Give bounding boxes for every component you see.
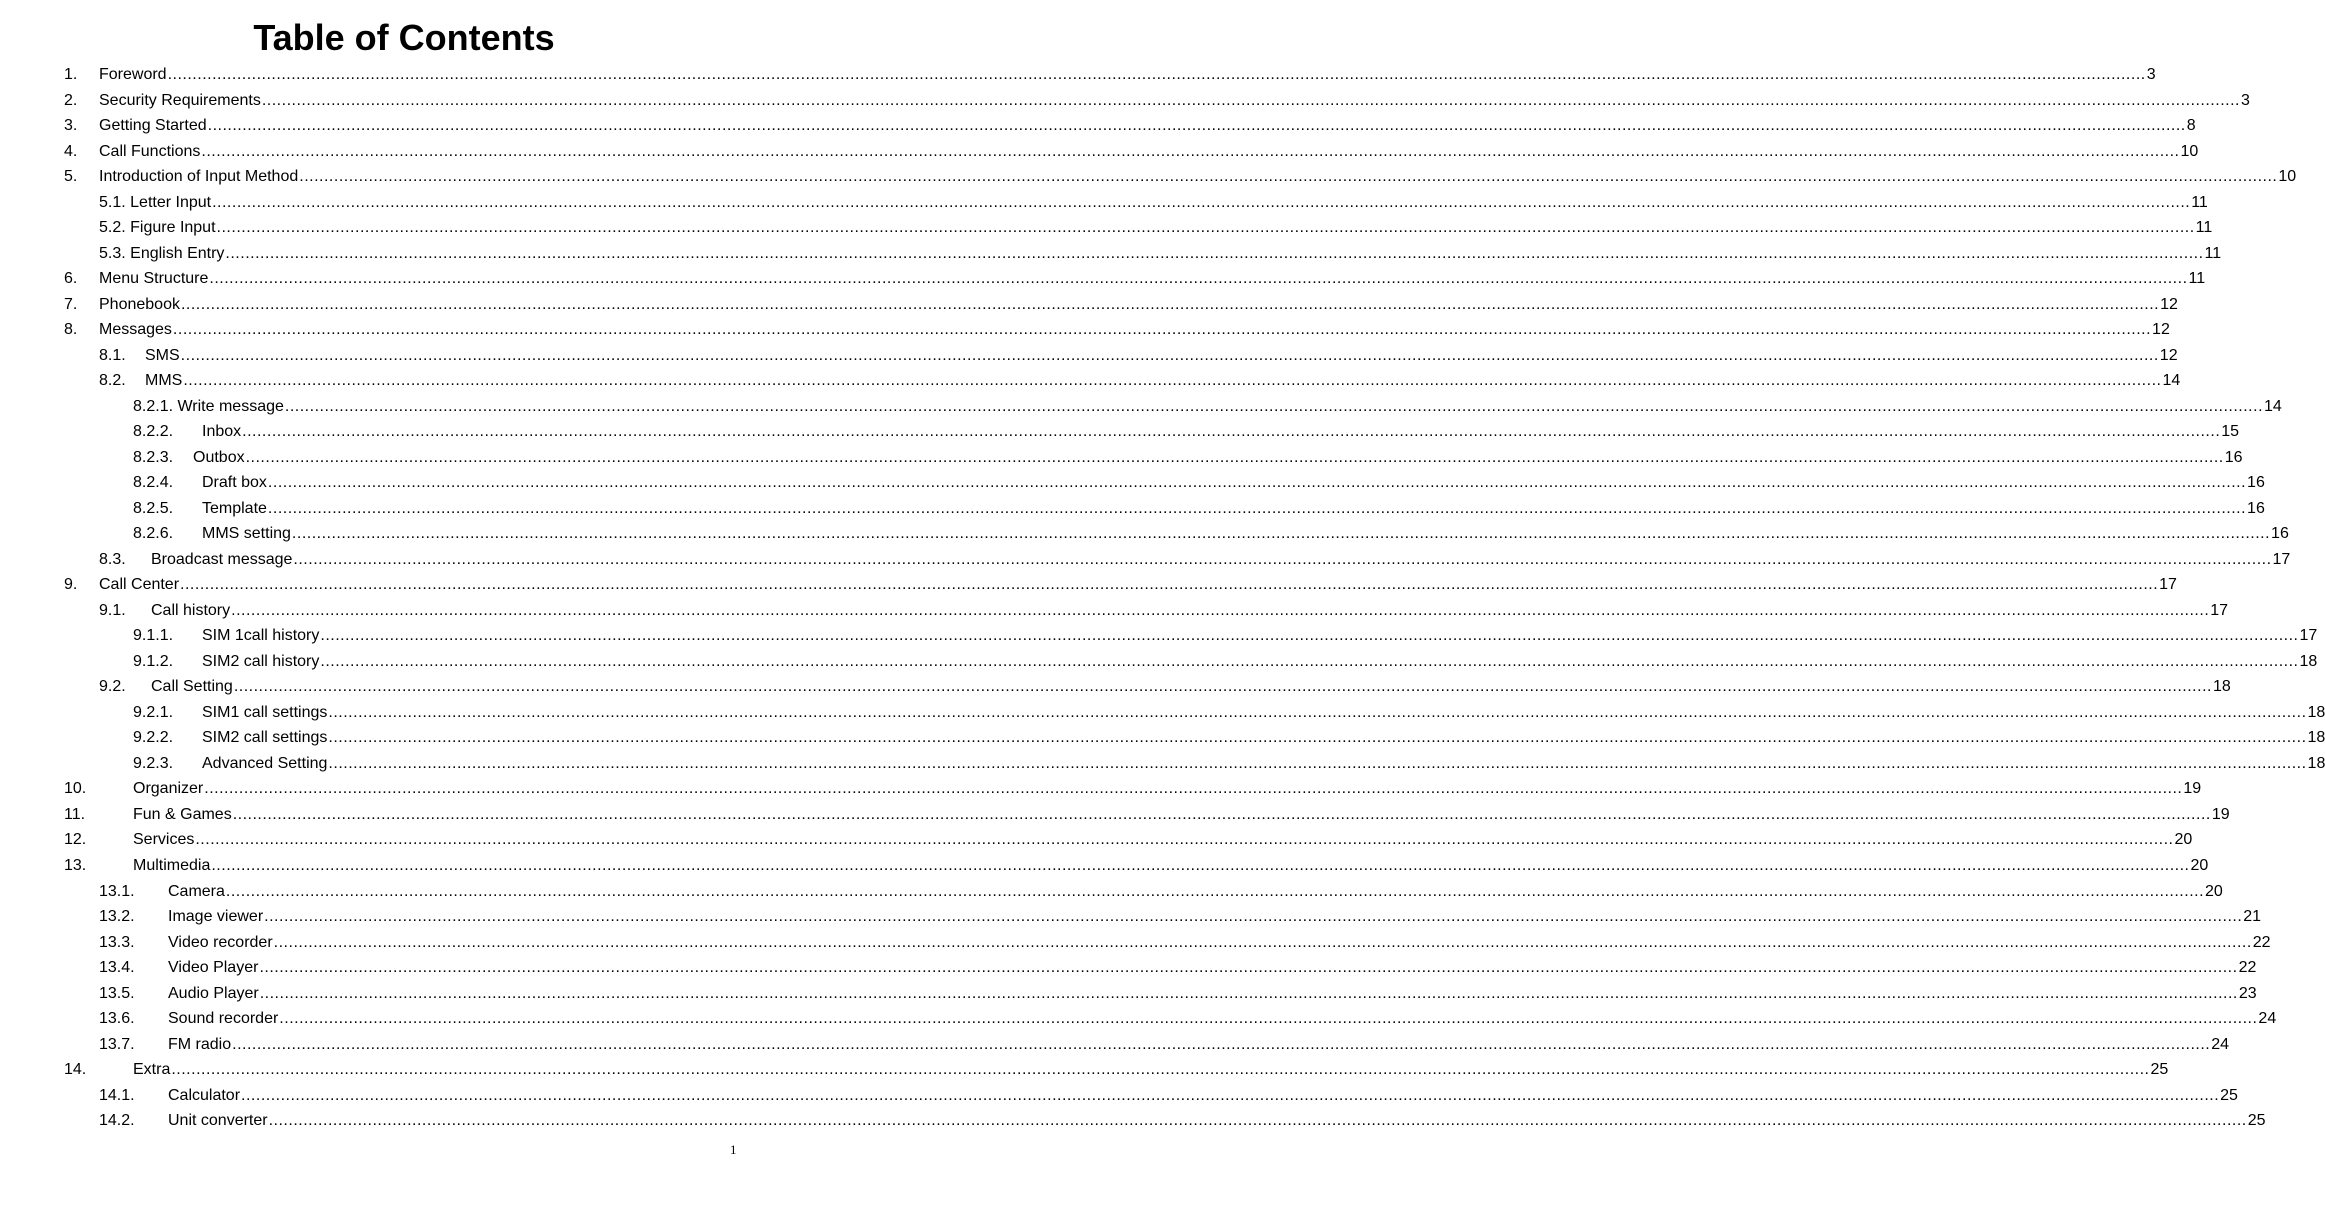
toc-entry-title[interactable]: FM radio (168, 1035, 232, 1053)
toc-entry-page: 19 (2211, 805, 2230, 823)
toc-entry-page: 18 (2299, 652, 2318, 670)
toc-entry[interactable] (0, 572, 2177, 598)
toc-entry-page: 24 (2211, 1035, 2230, 1053)
toc-entry[interactable] (0, 981, 2257, 1007)
toc-entry-line (193, 445, 2243, 471)
toc-entry-line (133, 827, 2193, 853)
toc-entry[interactable] (0, 1032, 2230, 1058)
toc-entry-title[interactable]: Figure Input (130, 219, 216, 237)
dot-leader: ................................................................................................................................................................................................................................................................................................................................................................................................................ (201, 142, 2180, 160)
toc-entry-number: 10. (64, 780, 87, 798)
toc-entry[interactable] (0, 1006, 2277, 1032)
toc-entry-number: 5.1. (99, 193, 126, 211)
toc-entry-number: 14.2. (99, 1112, 135, 1130)
table-of-contents (0, 62, 2325, 1134)
toc-entry-page: 12 (2159, 346, 2178, 364)
dot-leader: ................................................................................................................................................................................................................................................................................................................................................................................................................ (261, 91, 2240, 109)
toc-entry-number: 8.2.5. (133, 499, 174, 517)
toc-entry-line (168, 930, 2271, 956)
toc-entry-page: 16 (2224, 448, 2243, 466)
toc-entry[interactable] (0, 700, 2325, 726)
dot-leader: ................................................................................................................................................................................................................................................................................................................................................................................................................ (231, 601, 2210, 619)
dot-leader: ................................................................................................................................................................................................................................................................................................................................................................................................................ (232, 805, 2211, 823)
dot-leader: ................................................................................................................................................................................................................................................................................................................................................................................................................ (259, 959, 2238, 977)
dot-leader: ................................................................................................................................................................................................................................................................................................................................................................................................................ (180, 295, 2160, 313)
toc-entry-page: 10 (2180, 142, 2199, 160)
toc-entry[interactable] (0, 751, 2325, 777)
dot-leader: ................................................................................................................................................................................................................................................................................................................................................................................................................ (225, 244, 2204, 262)
dot-leader: ................................................................................................................................................................................................................................................................................................................................................................................................................ (241, 1086, 2220, 1104)
toc-entry-page: 20 (2205, 882, 2223, 900)
toc-entry-number: 14.1. (99, 1086, 135, 1104)
toc-entry-page: 10 (2278, 168, 2297, 186)
toc-entry-line (133, 394, 2282, 420)
toc-entry-line (133, 1057, 2169, 1083)
toc-entry-number: 9.2. (99, 678, 126, 696)
toc-entry[interactable] (0, 930, 2271, 956)
toc-entry-line (99, 113, 2196, 139)
toc-entry-page: 18 (2212, 678, 2231, 696)
toc-entry-title[interactable]: Menu Structure (99, 270, 209, 288)
toc-entry-line (151, 598, 2229, 624)
toc-entry-number: 13.3. (99, 933, 135, 951)
dot-leader: ................................................................................................................................................................................................................................................................................................................................................................................................................ (233, 678, 2212, 696)
toc-entry-title[interactable]: MMS (145, 372, 183, 390)
toc-entry-line (202, 725, 2325, 751)
toc-entry-number: 9.2.3. (133, 754, 174, 772)
toc-entry-number: 14. (64, 1061, 87, 1079)
toc-entry-title[interactable]: Fun & Games (133, 805, 232, 823)
toc-entry-page: 20 (2190, 856, 2209, 874)
toc-entry-page: 14 (2264, 397, 2282, 415)
toc-entry-line (151, 674, 2231, 700)
page-number: 1 (730, 1142, 737, 1157)
dot-leader: ................................................................................................................................................................................................................................................................................................................................................................................................................ (284, 397, 2264, 415)
toc-entry[interactable] (0, 879, 2223, 905)
dot-leader: ................................................................................................................................................................................................................................................................................................................................................................................................................ (264, 908, 2243, 926)
dot-leader: ................................................................................................................................................................................................................................................................................................................................................................................................................ (216, 219, 2195, 237)
toc-entry-number: 8.2. (99, 372, 126, 390)
toc-entry[interactable] (0, 241, 2222, 267)
toc-entry[interactable] (0, 215, 2213, 241)
toc-entry-number: 11. (64, 805, 86, 823)
toc-entry-line (151, 547, 2291, 573)
toc-entry-number: 13.1. (99, 882, 135, 900)
dot-leader: ................................................................................................................................................................................................................................................................................................................................................................................................................ (172, 321, 2152, 339)
toc-entry-line (99, 292, 2178, 318)
toc-entry[interactable] (0, 1108, 2266, 1134)
toc-entry[interactable] (0, 62, 2156, 88)
toc-entry-number: 9. (64, 576, 78, 594)
toc-entry-page: 11 (2195, 219, 2213, 237)
toc-entry-number: 9.1. (99, 601, 126, 619)
toc-entry[interactable] (0, 802, 2230, 828)
toc-entry-page: 8 (2186, 117, 2196, 135)
toc-entry-line (145, 343, 2178, 369)
dot-leader: ................................................................................................................................................................................................................................................................................................................................................................................................................ (211, 856, 2190, 874)
toc-entry-line (99, 241, 2222, 267)
toc-entry[interactable] (0, 113, 2196, 139)
toc-entry-number: 13.4. (99, 959, 135, 977)
toc-entry[interactable] (0, 190, 2208, 216)
toc-entry-number: 7. (64, 295, 78, 313)
dot-leader: ................................................................................................................................................................................................................................................................................................................................................................................................................ (279, 1010, 2258, 1028)
toc-entry-line (145, 368, 2181, 394)
toc-entry-title[interactable]: Image viewer (168, 908, 264, 926)
toc-entry[interactable] (0, 725, 2325, 751)
dot-leader: ................................................................................................................................................................................................................................................................................................................................................................................................................ (259, 984, 2238, 1002)
toc-entry-title[interactable]: English Entry (130, 244, 225, 262)
toc-entry-title[interactable]: Camera (168, 882, 225, 900)
toc-entry-number: 8.2.4. (133, 474, 174, 492)
toc-entry-page: 23 (2238, 984, 2257, 1002)
toc-entry-page: 3 (2240, 91, 2250, 109)
toc-entry-page: 18 (2307, 703, 2325, 721)
toc-entry[interactable] (0, 955, 2257, 981)
toc-entry[interactable] (0, 853, 2209, 879)
dot-leader: ................................................................................................................................................................................................................................................................................................................................................................................................................ (167, 66, 2146, 83)
toc-entry-line (202, 419, 2240, 445)
dot-leader: ................................................................................................................................................................................................................................................................................................................................................................................................................ (328, 754, 2307, 772)
toc-entry-title[interactable]: Services (133, 831, 195, 849)
toc-entry-title[interactable]: Inbox (202, 423, 242, 441)
toc-entry-title[interactable]: Call Setting (151, 678, 233, 696)
toc-entry[interactable] (0, 547, 2291, 573)
toc-entry-page: 17 (2210, 601, 2229, 619)
toc-entry-title[interactable]: Foreword (99, 66, 167, 83)
toc-entry-line (99, 139, 2199, 165)
toc-entry-line (99, 62, 2156, 88)
toc-entry-line (99, 190, 2208, 216)
toc-entry-line (99, 164, 2297, 190)
toc-entry-line (99, 88, 2250, 114)
toc-entry-line (202, 700, 2325, 726)
toc-entry-page: 11 (2188, 270, 2206, 288)
toc-entry-number: 8.1. (99, 346, 126, 364)
toc-entry-page: 14 (2162, 372, 2181, 390)
toc-entry-page: 11 (2191, 193, 2208, 211)
toc-entry-page: 16 (2271, 525, 2289, 543)
toc-entry-number: 5.2. (99, 219, 126, 237)
toc-entry-number: 13.5. (99, 984, 135, 1002)
toc-entry-line (99, 317, 2170, 343)
dot-leader: ................................................................................................................................................................................................................................................................................................................................................................................................................ (232, 1035, 2211, 1053)
toc-entry-title[interactable]: Extra (133, 1061, 171, 1079)
dot-leader: ................................................................................................................................................................................................................................................................................................................................................................................................................ (291, 525, 2271, 543)
toc-entry[interactable] (0, 649, 2318, 675)
toc-entry-page: 22 (2238, 959, 2257, 977)
toc-entry[interactable] (0, 1057, 2169, 1083)
dot-leader: ................................................................................................................................................................................................................................................................................................................................................................................................................ (212, 193, 2191, 211)
toc-entry-title[interactable]: Call Functions (99, 142, 201, 160)
dot-leader: ................................................................................................................................................................................................................................................................................................................................................................................................................ (267, 499, 2247, 517)
toc-entry-number: 8. (64, 321, 78, 339)
toc-entry-title[interactable]: Template (202, 499, 267, 517)
toc-entry-page: 19 (2183, 780, 2202, 798)
toc-entry-title[interactable]: SIM2 call settings (202, 729, 328, 747)
toc-entry-number: 8.2.2. (133, 423, 174, 441)
toc-entry-title[interactable]: Security Requirements (99, 91, 261, 109)
dot-leader: ................................................................................................................................................................................................................................................................................................................................................................................................................ (242, 423, 2221, 441)
toc-entry-title[interactable]: MMS setting (202, 525, 291, 543)
toc-entry-page: 11 (2204, 244, 2222, 262)
dot-leader: ................................................................................................................................................................................................................................................................................................................................................................................................................ (225, 882, 2205, 900)
toc-entry-line (168, 1108, 2266, 1134)
toc-entry-page: 17 (2159, 576, 2177, 594)
toc-entry-number: 4. (64, 142, 78, 160)
toc-entry[interactable] (0, 470, 2265, 496)
toc-entry-line (202, 470, 2265, 496)
toc-entry[interactable] (0, 419, 2240, 445)
toc-entry-line (168, 1006, 2277, 1032)
toc-entry-line (168, 879, 2223, 905)
toc-entry-number: 1. (64, 66, 78, 83)
dot-leader: ................................................................................................................................................................................................................................................................................................................................................................................................................ (267, 474, 2247, 492)
toc-entry-line (168, 1083, 2238, 1109)
toc-entry-page: 17 (2272, 550, 2291, 568)
toc-entry-title[interactable]: Sound recorder (168, 1010, 279, 1028)
toc-entry-page: 18 (2307, 754, 2325, 772)
dot-leader: ................................................................................................................................................................................................................................................................................................................................................................................................................ (195, 831, 2174, 849)
dot-leader: ................................................................................................................................................................................................................................................................................................................................................................................................................ (204, 780, 2183, 798)
dot-leader: ................................................................................................................................................................................................................................................................................................................................................................................................................ (245, 448, 2224, 466)
toc-entry-number: 13.6. (99, 1010, 135, 1028)
toc-entry-line (168, 904, 2262, 930)
toc-entry[interactable] (0, 394, 2282, 420)
toc-entry-page: 25 (2220, 1086, 2238, 1104)
toc-entry-page: 22 (2252, 933, 2271, 951)
dot-leader: ................................................................................................................................................................................................................................................................................................................................................................................................................ (320, 627, 2299, 645)
toc-entry-number: 8.2.1. (133, 397, 174, 415)
toc-entry-title[interactable]: Outbox (193, 448, 245, 466)
toc-entry[interactable] (0, 343, 2178, 369)
dot-leader: ................................................................................................................................................................................................................................................................................................................................................................................................................ (299, 168, 2278, 186)
toc-entry[interactable] (0, 776, 2202, 802)
toc-entry-page: 25 (2247, 1112, 2266, 1130)
dot-leader: ................................................................................................................................................................................................................................................................................................................................................................................................................ (268, 1112, 2247, 1130)
toc-entry-title[interactable]: Audio Player (168, 984, 259, 1002)
toc-entry-title[interactable]: Video Player (168, 959, 259, 977)
toc-entry-number: 13. (64, 856, 87, 874)
toc-entry-title[interactable]: Draft box (202, 474, 267, 492)
toc-entry-line (202, 496, 2265, 522)
toc-entry-line (133, 802, 2230, 828)
toc-entry-line (133, 776, 2202, 802)
toc-entry-page: 25 (2150, 1061, 2169, 1079)
toc-entry-line (99, 215, 2213, 241)
toc-entry-title[interactable]: Multimedia (133, 856, 211, 874)
toc-entry-number: 5.3. (99, 244, 126, 262)
toc-entry-title[interactable]: Calculator (168, 1086, 241, 1104)
dot-leader: ................................................................................................................................................................................................................................................................................................................................................................................................................ (180, 346, 2159, 364)
dot-leader: ................................................................................................................................................................................................................................................................................................................................................................................................................ (209, 270, 2188, 288)
toc-entry-title[interactable]: Messages (99, 321, 172, 339)
toc-entry-line (168, 955, 2257, 981)
toc-entry[interactable] (0, 368, 2181, 394)
toc-entry-title[interactable]: SIM 1call history (202, 627, 320, 645)
dot-leader: ................................................................................................................................................................................................................................................................................................................................................................................................................ (207, 117, 2186, 135)
toc-entry-page: 24 (2258, 1010, 2277, 1028)
toc-entry[interactable] (0, 292, 2178, 318)
toc-entry-page: 18 (2307, 729, 2325, 747)
toc-entry-title[interactable]: Introduction of Input Method (99, 168, 299, 186)
toc-entry-title[interactable]: Broadcast message (151, 550, 293, 568)
toc-entry[interactable] (0, 827, 2193, 853)
toc-entry-number: 13.7. (99, 1035, 135, 1053)
toc-entry[interactable] (0, 496, 2265, 522)
toc-entry[interactable] (0, 1083, 2238, 1109)
dot-leader: ................................................................................................................................................................................................................................................................................................................................................................................................................ (183, 372, 2162, 390)
toc-entry-title[interactable]: Call history (151, 601, 231, 619)
toc-entry-number: 9.2.1. (133, 703, 174, 721)
toc-entry-number: 9.2.2. (133, 729, 174, 747)
dot-leader: ................................................................................................................................................................................................................................................................................................................................................................................................................ (328, 703, 2307, 721)
dot-leader: ................................................................................................................................................................................................................................................................................................................................................................................................................ (171, 1061, 2150, 1079)
dot-leader: ................................................................................................................................................................................................................................................................................................................................................................................................................ (293, 550, 2272, 568)
toc-entry-page: 21 (2243, 908, 2262, 926)
toc-entry-title[interactable]: SIM2 call history (202, 652, 320, 670)
toc-entry-number: 6. (64, 270, 78, 288)
toc-entry-line (168, 981, 2257, 1007)
toc-entry-page: 12 (2160, 295, 2178, 313)
dot-leader: ................................................................................................................................................................................................................................................................................................................................................................................................................ (180, 576, 2159, 594)
toc-entry-title[interactable]: SIM1 call settings (202, 703, 328, 721)
toc-entry-title[interactable]: Write message (177, 397, 284, 415)
toc-entry-page: 20 (2174, 831, 2193, 849)
toc-entry-line (202, 521, 2289, 547)
toc-entry-line (202, 751, 2325, 777)
toc-entry-number: 8.3. (99, 550, 126, 568)
page-title: Table of Contents (253, 17, 555, 58)
toc-entry-line (168, 1032, 2230, 1058)
toc-entry-title[interactable]: Video recorder (168, 933, 273, 951)
toc-entry[interactable] (0, 521, 2289, 547)
toc-entry-title[interactable]: Phonebook (99, 295, 180, 313)
toc-entry-title[interactable]: Unit converter (168, 1112, 268, 1130)
toc-entry-number: 8.2.3. (133, 448, 174, 466)
toc-entry-page: 3 (2146, 66, 2156, 83)
toc-entry-line (133, 853, 2209, 879)
toc-entry-page: 15 (2221, 423, 2240, 441)
toc-entry[interactable] (0, 623, 2318, 649)
toc-entry-line (99, 266, 2206, 292)
toc-entry-page: 16 (2247, 474, 2265, 492)
toc-entry-title[interactable]: Advanced Setting (202, 754, 328, 772)
toc-entry[interactable] (0, 904, 2262, 930)
toc-entry-page: 17 (2299, 627, 2318, 645)
toc-entry-number: 9.1.1. (133, 627, 174, 645)
toc-entry-title[interactable]: Letter Input (130, 193, 212, 211)
toc-entry-number: 2. (64, 91, 78, 109)
toc-entry-title[interactable]: Getting Started (99, 117, 207, 135)
dot-leader: ................................................................................................................................................................................................................................................................................................................................................................................................................ (328, 729, 2307, 747)
toc-entry-number: 12. (64, 831, 87, 849)
toc-entry-page: 12 (2152, 321, 2170, 339)
toc-entry-title[interactable]: Call Center (99, 576, 180, 594)
toc-entry[interactable] (0, 445, 2243, 471)
dot-leader: ................................................................................................................................................................................................................................................................................................................................................................................................................ (320, 652, 2299, 670)
toc-entry[interactable] (0, 164, 2297, 190)
toc-entry[interactable] (0, 266, 2206, 292)
toc-entry-title[interactable]: SMS (145, 346, 180, 364)
toc-entry-number: 8.2.6. (133, 525, 174, 543)
toc-entry[interactable] (0, 598, 2229, 624)
toc-entry-page: 16 (2247, 499, 2265, 517)
toc-entry-number: 3. (64, 117, 78, 135)
toc-entry-line (202, 649, 2318, 675)
toc-entry-line (99, 572, 2177, 598)
toc-entry-number: 5. (64, 168, 78, 186)
dot-leader: ................................................................................................................................................................................................................................................................................................................................................................................................................ (273, 933, 2252, 951)
toc-entry[interactable] (0, 674, 2231, 700)
toc-entry-number: 9.1.2. (133, 652, 174, 670)
toc-entry-number: 13.2. (99, 908, 135, 926)
toc-entry[interactable] (0, 88, 2250, 114)
toc-entry[interactable] (0, 139, 2199, 165)
toc-entry[interactable] (0, 317, 2170, 343)
toc-entry-line (202, 623, 2318, 649)
toc-entry-title[interactable]: Organizer (133, 780, 204, 798)
